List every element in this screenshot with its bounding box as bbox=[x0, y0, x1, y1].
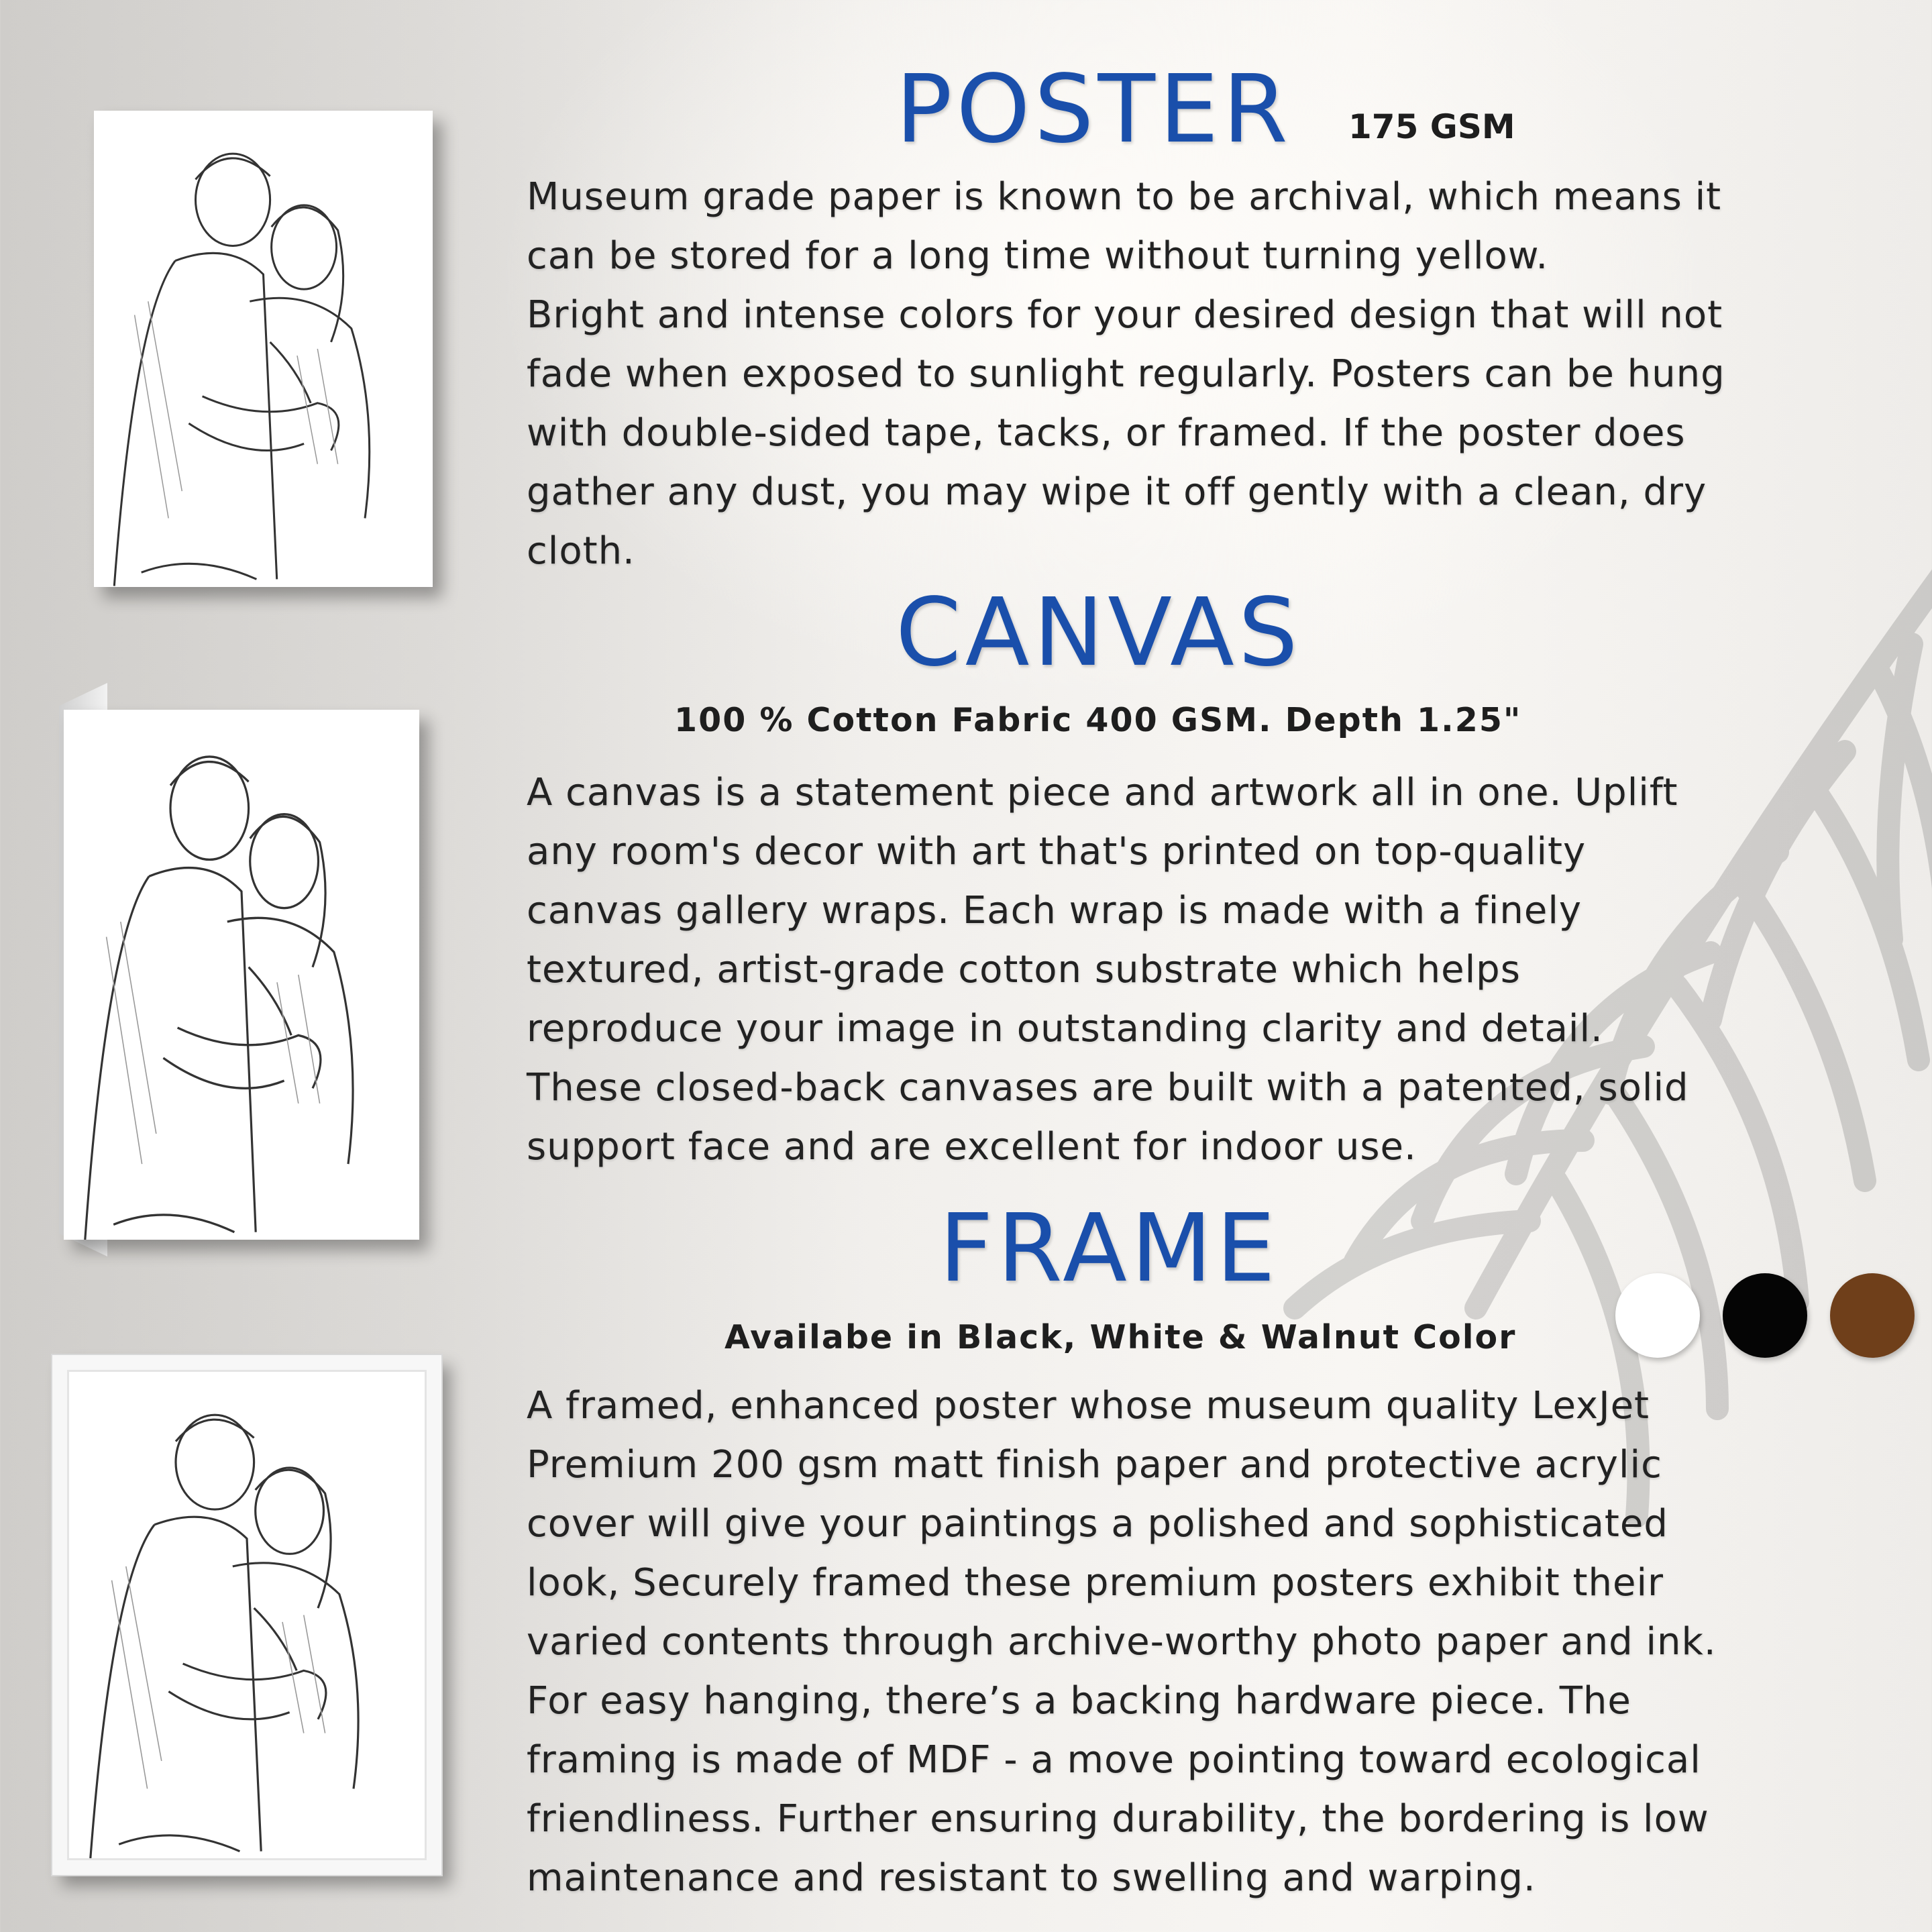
canvas-heading: CANVAS bbox=[896, 578, 1302, 688]
couple-sketch-illustration bbox=[64, 710, 419, 1240]
walnut-color-swatch bbox=[1830, 1273, 1915, 1358]
poster-weight: 175 GSM bbox=[1348, 107, 1515, 146]
couple-sketch-illustration bbox=[94, 111, 433, 587]
frame-heading: FRAME bbox=[939, 1194, 1280, 1303]
canvas-spec: 100 % Cotton Fabric 400 GSM. Depth 1.25" bbox=[674, 701, 1522, 739]
black-color-swatch bbox=[1723, 1273, 1807, 1358]
canvas-sketch-image bbox=[64, 710, 419, 1240]
canvas-description: A canvas is a statement piece and artwork all in one. Uplift any room's decor with art that's printed on top-quality canvas gallery wraps. Each wrap is made with a finely textured, artist-grade cotton substrate which helps reproduce your image in outstanding clarity and detail. These closed-back canvases are built with a patented, solid support face and are excellent for indoor use. bbox=[527, 771, 1689, 1169]
poster-description: Museum grade paper is known to be archival, which means it can be stored for a long time without turning yellow. Bright and intense colors for your desired design that will not fade when exposed to sunlight regularly. Posters can be hung with double-sided tape, tacks, or framed. If the poster does gather any dust, you may wipe it off gently with a clean, dry cloth. bbox=[527, 175, 1725, 573]
couple-sketch-illustration bbox=[69, 1372, 425, 1858]
framed-sketch-image bbox=[52, 1355, 441, 1875]
white-color-swatch bbox=[1615, 1273, 1700, 1358]
poster-sketch-image bbox=[94, 111, 433, 587]
frame-description: A framed, enhanced poster whose museum quality LexJet Premium 200 gsm matt finish paper and protective acrylic cover will give your paintings a polished and sophisticated look, Securely framed these premium posters exhibit their varied contents through archive-worthy photo paper and ink. For easy hanging, there’s a backing hardware piece. The framing is made of MDF - a move pointing toward ecological friendliness. Further ensuring durability, the bordering is low maintenance and resistant to swelling and warping. bbox=[527, 1384, 1717, 1900]
poster-heading: POSTER bbox=[896, 55, 1292, 164]
frame-mat bbox=[67, 1370, 427, 1860]
frame-availability: Availabe in Black, White & Walnut Color bbox=[724, 1318, 1517, 1356]
